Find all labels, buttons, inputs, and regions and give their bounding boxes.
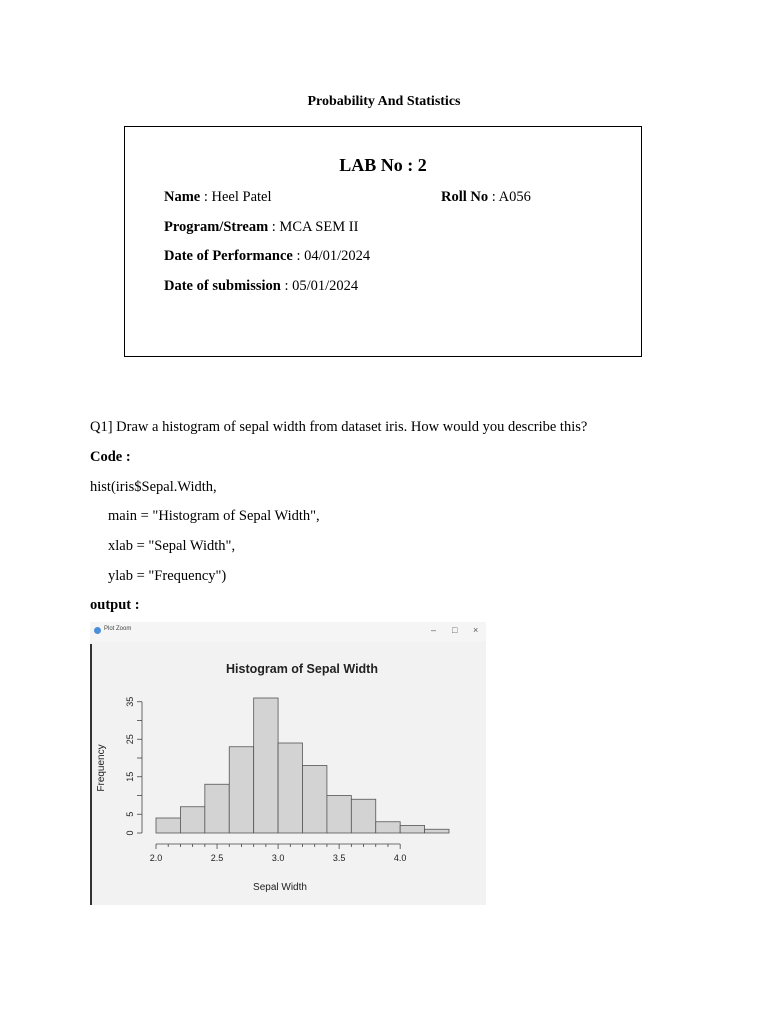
code-label: Code :: [90, 449, 131, 465]
histogram-bar: [351, 799, 375, 833]
code-line: main = "Histogram of Sepal Width",: [108, 508, 320, 524]
question-text: Q1] Draw a histogram of sepal width from dataset iris. How would you describe this?: [90, 419, 588, 435]
x-tick-label: 3.5: [332, 853, 346, 863]
chart-title: Histogram of Sepal Width: [226, 662, 378, 676]
code-line: xlab = "Sepal Width",: [108, 538, 236, 554]
program-label: Program/Stream: [164, 219, 269, 235]
y-tick-label: 15: [125, 771, 135, 782]
histogram-bar: [205, 784, 229, 833]
maximize-button[interactable]: □: [452, 625, 458, 635]
histogram-bar: [254, 698, 278, 833]
plot-window-title: Plot Zoom: [104, 626, 132, 632]
histogram-bar: [278, 743, 302, 833]
histogram-bar: [376, 822, 400, 833]
minimize-button[interactable]: –: [431, 625, 437, 635]
y-axis-label: Frequency: [96, 744, 107, 792]
performance-date-value: : 04/01/2024: [292, 248, 371, 264]
name-label: Name: [164, 189, 201, 205]
x-axis-label: Sepal Width: [253, 882, 307, 893]
code-line: ylab = "Frequency"): [108, 568, 227, 584]
submission-date-row: [164, 278, 358, 295]
histogram-bar: [400, 826, 424, 834]
plot-zoom-window: [90, 622, 486, 905]
y-tick-label: 5: [125, 811, 135, 817]
r-logo-icon: [94, 627, 101, 634]
roll-row: [441, 189, 531, 206]
plot-window-titlebar[interactable]: [90, 622, 486, 642]
submission-date-value: : 05/01/2024: [280, 278, 359, 294]
histogram-bar: [229, 747, 253, 833]
x-tick-label: 2.5: [210, 853, 224, 863]
histogram-bar: [156, 818, 180, 833]
y-tick-label: 25: [125, 734, 135, 745]
roll-value: : A056: [488, 189, 531, 205]
y-tick-label: 35: [125, 696, 135, 707]
y-tick-label: 0: [125, 830, 135, 836]
histogram-bar: [327, 796, 351, 834]
submission-date-label: Date of submission: [164, 278, 281, 294]
program-row: [164, 219, 358, 236]
roll-label: Roll No: [441, 189, 489, 205]
histogram-bar: [425, 829, 449, 833]
x-tick-label: 3.0: [271, 853, 285, 863]
x-tick-label: 2.0: [149, 853, 163, 863]
bars-group: [156, 698, 449, 833]
name-row: [164, 189, 272, 206]
histogram-bar: [180, 807, 204, 833]
lab-info-box: [124, 126, 642, 357]
document-title: Probability And Statistics: [307, 94, 461, 109]
name-value: : Heel Patel: [200, 189, 272, 205]
histogram-bar: [303, 766, 327, 834]
x-tick-label: 4.0: [393, 853, 407, 863]
code-line: hist(iris$Sepal.Width,: [90, 479, 217, 495]
performance-date-row: [164, 248, 370, 265]
program-value: : MCA SEM II: [268, 219, 359, 235]
histogram-chart: [90, 642, 486, 905]
close-button[interactable]: ×: [473, 625, 479, 635]
lab-heading: LAB No : 2: [339, 155, 427, 175]
output-label: output :: [90, 597, 140, 613]
performance-date-label: Date of Performance: [164, 248, 293, 264]
